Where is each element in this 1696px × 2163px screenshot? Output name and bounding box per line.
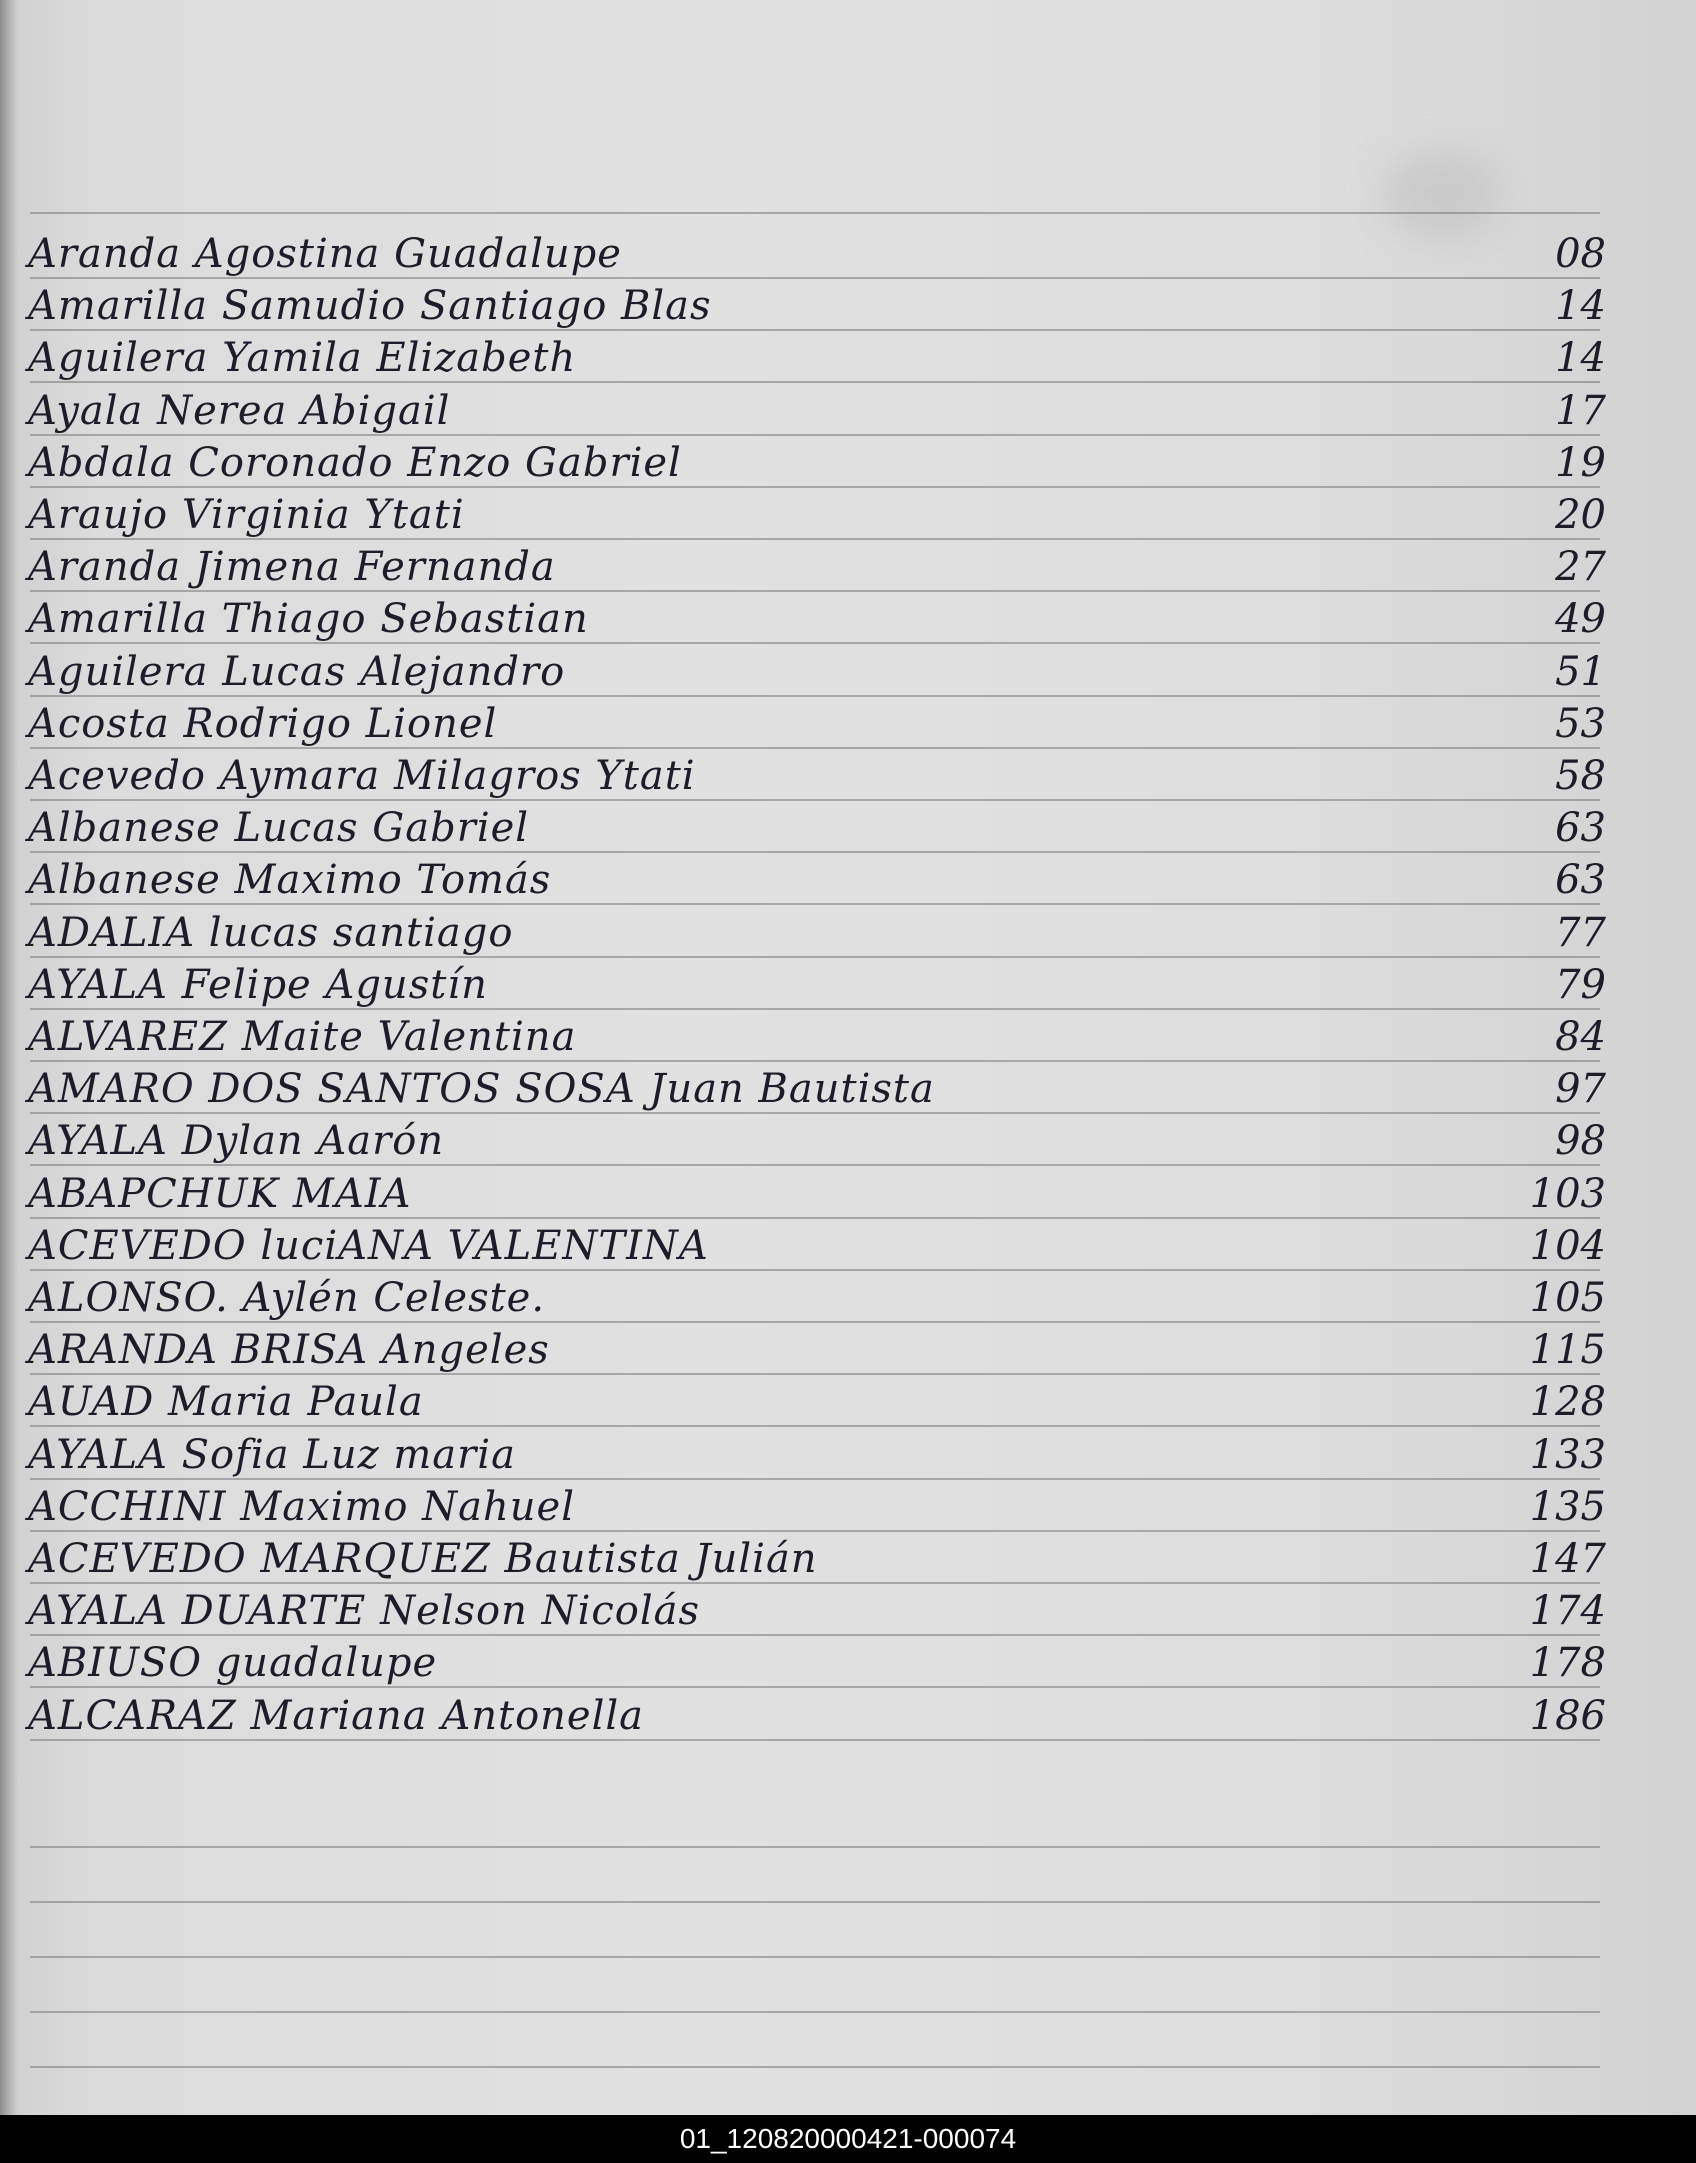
list-row [0, 1478, 1696, 1532]
list-row [0, 1634, 1696, 1688]
student-name: AUAD Maria Paula [28, 1379, 424, 1426]
list-number: 14 [1555, 283, 1606, 330]
list-number: 51 [1555, 648, 1606, 695]
student-name: ABAPCHUK MAIA [28, 1170, 412, 1217]
empty-ruled-line [30, 1901, 1600, 1903]
list-row [0, 434, 1696, 488]
list-number: 186 [1529, 1692, 1606, 1739]
list-number: 115 [1529, 1327, 1606, 1374]
list-row [0, 799, 1696, 853]
list-row [0, 538, 1696, 592]
list-row [0, 382, 1696, 436]
list-number: 97 [1555, 1066, 1606, 1113]
top-ruled-line [30, 212, 1600, 214]
scan-footer-bar [0, 2115, 1696, 2163]
list-number: 53 [1555, 700, 1606, 747]
list-row [0, 1321, 1696, 1375]
list-number: 79 [1555, 961, 1606, 1008]
empty-ruled-line [30, 1846, 1600, 1848]
list-number: 128 [1529, 1379, 1606, 1426]
list-number: 178 [1529, 1640, 1606, 1687]
list-number: 63 [1555, 805, 1606, 852]
student-name: Araujo Virginia Ytati [28, 492, 465, 538]
list-number: 105 [1529, 1275, 1606, 1321]
list-row [0, 851, 1696, 905]
student-name: ALONSO. Aylén Celeste. [28, 1275, 546, 1321]
list-number: 14 [1555, 335, 1606, 382]
empty-ruled-line [30, 2011, 1600, 2013]
student-name: Ayala Nerea Abigail [28, 387, 451, 434]
list-number: 63 [1555, 857, 1606, 904]
list-number: 19 [1555, 439, 1606, 486]
student-name: ADALIA lucas santiago [28, 909, 514, 956]
list-row [0, 1112, 1696, 1166]
list-number: 77 [1555, 909, 1606, 956]
ruled-line [30, 1739, 1600, 1741]
list-row [0, 590, 1696, 644]
student-name: ACEVEDO luciANA VALENTINA [28, 1222, 709, 1269]
list-row [0, 695, 1696, 749]
student-name: ALVAREZ Maite Valentina [28, 1014, 577, 1060]
list-number: 20 [1555, 492, 1606, 538]
list-row [0, 1582, 1696, 1636]
student-name: Amarilla Samudio Santiago Blas [28, 283, 712, 330]
list-number: 98 [1555, 1118, 1606, 1165]
list-number: 84 [1555, 1014, 1606, 1060]
list-row [0, 1269, 1696, 1323]
list-number: 174 [1529, 1588, 1606, 1635]
list-row [0, 1165, 1696, 1219]
list-row [0, 956, 1696, 1010]
list-row [0, 329, 1696, 383]
student-name: Acosta Rodrigo Lionel [28, 700, 498, 747]
list-number: 104 [1529, 1222, 1606, 1269]
list-row [0, 1426, 1696, 1480]
student-name: Aguilera Lucas Alejandro [28, 648, 566, 695]
list-number: 103 [1529, 1170, 1606, 1217]
list-number: 135 [1529, 1483, 1606, 1530]
list-row [0, 1530, 1696, 1584]
list-row [0, 747, 1696, 801]
student-name: Acevedo Aymara Milagros Ytati [28, 753, 696, 799]
student-name: Aranda Agostina Guadalupe [28, 231, 622, 277]
student-name: Aguilera Yamila Elizabeth [28, 335, 577, 382]
student-name: Abdala Coronado Enzo Gabriel [28, 439, 682, 486]
list-number: 133 [1529, 1431, 1606, 1478]
student-name: AYALA Sofia Luz maria [28, 1431, 516, 1478]
student-name: AMARO DOS SANTOS SOSA Juan Bautista [28, 1066, 935, 1113]
student-name: ACCHINI Maximo Nahuel [28, 1483, 576, 1530]
student-name: ABIUSO guadalupe [28, 1640, 438, 1687]
list-number: 27 [1555, 544, 1606, 591]
list-row [0, 1060, 1696, 1114]
student-name: AYALA Felipe Agustín [28, 961, 488, 1008]
student-name: Amarilla Thiago Sebastian [28, 596, 589, 643]
list-row [0, 1008, 1696, 1062]
list-number: 147 [1529, 1536, 1606, 1582]
list-row [0, 277, 1696, 331]
student-name: Albanese Maximo Tomás [28, 857, 552, 904]
list-row [0, 904, 1696, 958]
scan-file-label: 01_120820000421-000074 [679, 2123, 1017, 2154]
student-name: AYALA Dylan Aarón [28, 1118, 445, 1165]
empty-ruled-line [30, 2066, 1600, 2068]
list-number: 08 [1555, 231, 1606, 277]
list-number: 58 [1555, 753, 1606, 799]
student-name: AYALA DUARTE Nelson Nicolás [28, 1588, 701, 1635]
empty-ruled-line [30, 1956, 1600, 1958]
list-row [0, 225, 1696, 279]
student-name: ARANDA BRISA Angeles [28, 1327, 550, 1374]
list-row [0, 486, 1696, 540]
student-name: Aranda Jimena Fernanda [28, 544, 556, 591]
list-number: 49 [1555, 596, 1606, 643]
student-name: Albanese Lucas Gabriel [28, 805, 530, 852]
list-row [0, 1373, 1696, 1427]
list-row [0, 643, 1696, 697]
list-row [0, 1687, 1696, 1741]
student-name: ACEVEDO MARQUEZ Bautista Julián [28, 1536, 818, 1582]
list-row [0, 1217, 1696, 1271]
student-name: ALCARAZ Mariana Antonella [28, 1692, 645, 1739]
list-number: 17 [1555, 387, 1606, 434]
